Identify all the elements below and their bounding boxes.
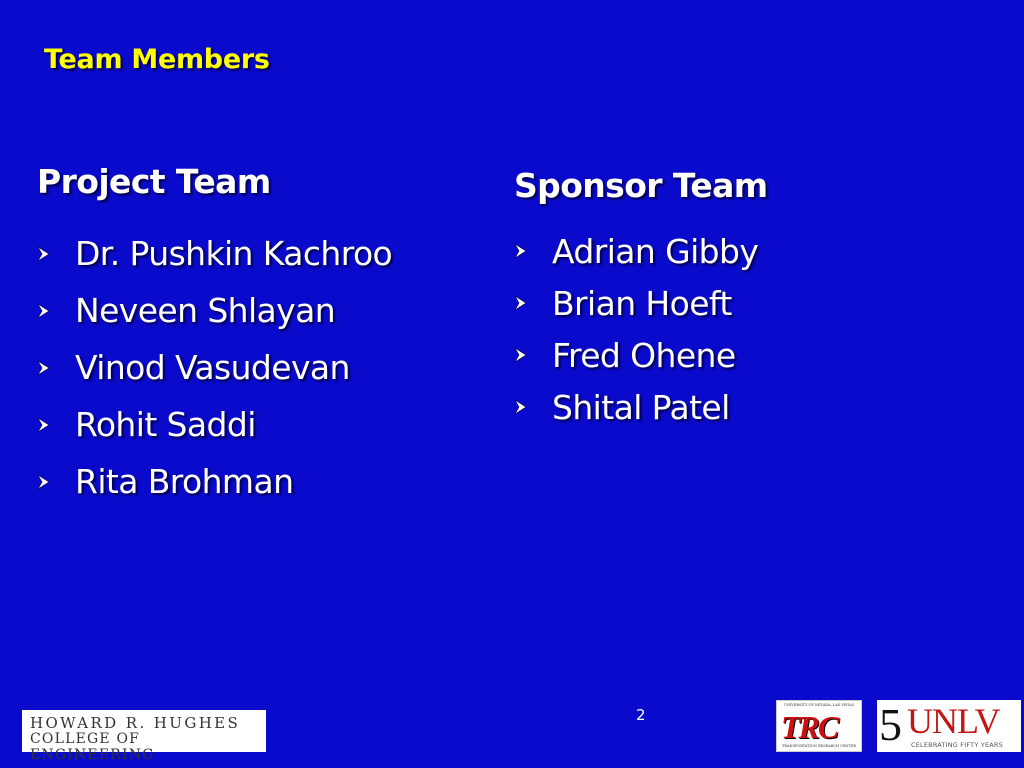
hughes-logo-line1: HOWARD R. HUGHES [30, 714, 241, 732]
list-item [37, 396, 392, 453]
project-team-heading: Project Team [37, 162, 271, 201]
page-number: 2 [636, 706, 646, 724]
hughes-college-logo [22, 710, 266, 763]
list-item [514, 225, 768, 277]
arrowhead-bullet-icon [37, 302, 51, 320]
sponsor-team-list [514, 225, 768, 433]
list-item [37, 225, 392, 282]
member-name: Brian Hoeft [552, 283, 732, 323]
unlv-logo [877, 700, 1021, 752]
hughes-logo-line2: COLLEGE OF ENGINEERING [30, 731, 155, 763]
sponsor-team-heading: Sponsor Team [514, 166, 768, 205]
list-item [514, 277, 768, 329]
trc-logo-top-text: UNIVERSITY OF NEVADA, LAS VEGAS [783, 703, 855, 707]
arrowhead-bullet-icon [37, 416, 51, 434]
arrowhead-bullet-icon [37, 359, 51, 377]
arrowhead-bullet-icon [514, 294, 528, 312]
member-name: Rita Brohman [75, 462, 294, 501]
sponsor-team-column [514, 166, 768, 433]
trc-logo-mark: TRC [781, 709, 838, 745]
list-item [514, 329, 768, 381]
list-item [37, 453, 392, 510]
arrowhead-bullet-icon [37, 473, 51, 491]
list-item [514, 381, 768, 433]
member-name: Dr. Pushkin Kachroo [75, 234, 393, 273]
unlv-name: UNLV [907, 701, 1000, 741]
trc-logo-bottom-text: TRANSPORTATION RESEARCH CENTER [782, 744, 856, 748]
slide-title: Team Members [44, 44, 270, 75]
member-name: Adrian Gibby [552, 231, 759, 271]
unlv-fifty-mark: 5 [879, 700, 902, 750]
member-name: Rohit Saddi [75, 405, 256, 444]
arrowhead-bullet-icon [514, 242, 528, 260]
member-name: Shital Patel [552, 387, 730, 427]
member-name: Neveen Shlayan [75, 291, 336, 330]
member-name: Vinod Vasudevan [75, 348, 350, 387]
arrowhead-bullet-icon [37, 245, 51, 263]
arrowhead-bullet-icon [514, 346, 528, 364]
member-name: Fred Ohene [552, 335, 736, 375]
trc-logo [776, 700, 862, 752]
list-item [37, 339, 392, 396]
list-item [37, 282, 392, 339]
arrowhead-bullet-icon [514, 398, 528, 416]
project-team-list [37, 225, 392, 510]
unlv-tagline: CELEBRATING FIFTY YEARS [911, 741, 1003, 749]
project-team-column [37, 162, 392, 510]
